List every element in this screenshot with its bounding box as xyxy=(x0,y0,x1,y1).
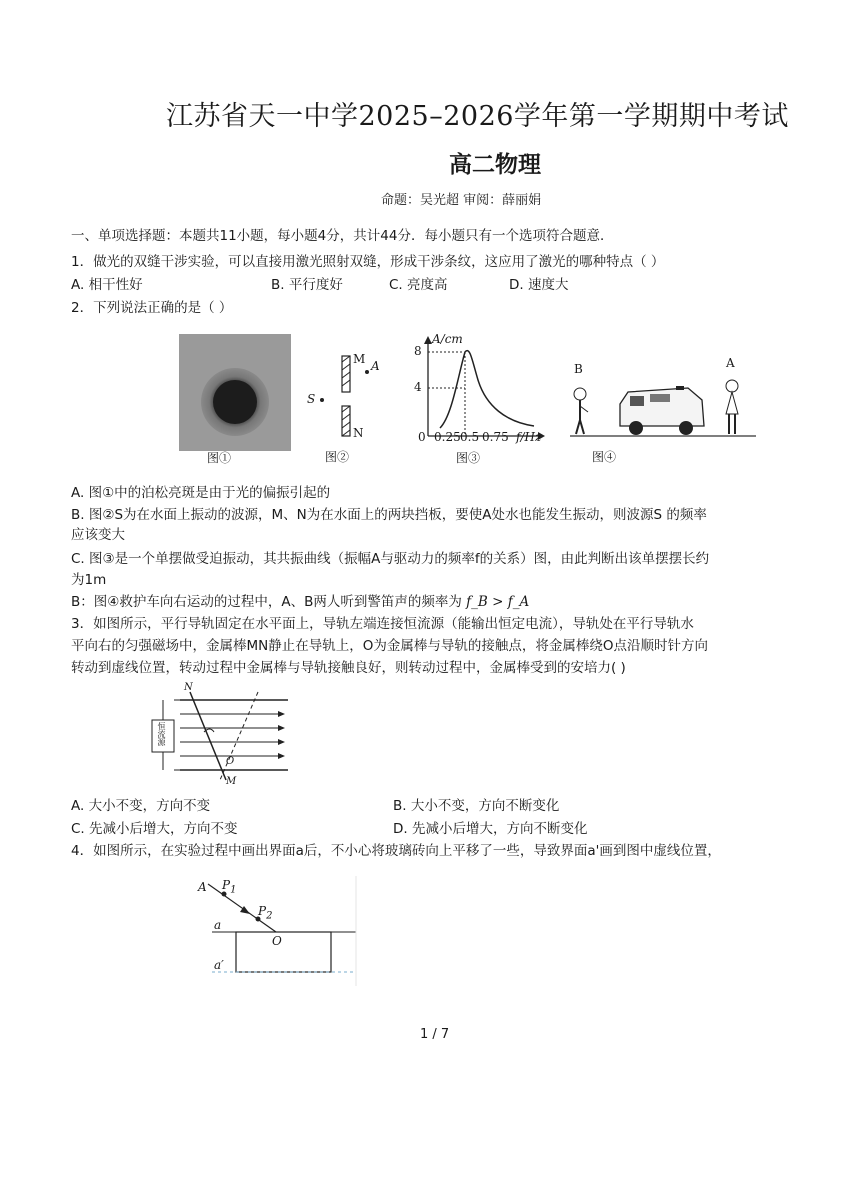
q3-option-b: B. 大小不变，方向不断变化 xyxy=(393,798,560,814)
q2-option-c-line2: 为1m xyxy=(71,572,107,588)
fig3-x-label: f/Hz xyxy=(516,430,542,444)
q4-label-a-point: A xyxy=(198,880,207,894)
poisson-spot-image xyxy=(179,334,291,464)
fig2-label-n: N xyxy=(353,426,364,440)
q4-label-a-prime: a′ xyxy=(214,958,224,972)
q2-option-c-line1: C. 图③是一个单摆做受迫振动，其共振曲线（振幅A与驱动力的频率f的关系）图，由此判断出该单摆摆长约 xyxy=(71,551,710,567)
fig1-caption: 图① xyxy=(207,451,232,465)
q3-stem-line3: 转动到虚线位置，转动过程中金属棒与导轨接触良好，则转动过程中，金属棒受到的安培力( ) xyxy=(71,660,626,676)
fig2-caption: 图② xyxy=(325,450,350,464)
exam-authors: 命题：吴光超 审阅：薛丽娟 xyxy=(381,193,542,208)
q3-option-c: C. 先减小后增大，方向不变 xyxy=(71,821,238,837)
exam-title: 江苏省天一中学2025–2026学年第一学期期中考试 xyxy=(166,101,789,132)
q3-figure xyxy=(148,682,298,788)
page-number: 1 / 7 xyxy=(420,1027,450,1042)
q1-option-b: B. 平行度好 xyxy=(271,277,343,293)
fig3-xtick-025: 0.25 xyxy=(434,430,461,444)
fig3-ytick-8: 8 xyxy=(414,344,422,358)
q4-label-o: O xyxy=(272,934,282,948)
q3-option-a: A. 大小不变，方向不变 xyxy=(71,798,211,814)
q3-label-o: O xyxy=(226,756,235,767)
q2-option-b-line1: B. 图②S为在水面上振动的波源，M、N为在水面上的两块挡板，要使A处水也能发生振动，则波源S 的频率 xyxy=(71,507,707,523)
fig2-label-m: M xyxy=(353,352,366,366)
q2-figure-2 xyxy=(305,350,385,464)
fig4-label-b: B xyxy=(574,362,583,376)
fig3-caption: 图③ xyxy=(456,451,481,465)
q2-figure-3 xyxy=(410,332,550,465)
q2-option-d-text: B：图④救护车向右运动的过程中，A、B两人听到警笛声的频率为 xyxy=(71,594,462,610)
q3-source-label: 恒流源 xyxy=(157,722,166,746)
fig2-label-a: A xyxy=(371,359,380,373)
q3-stem-line2: 平向右的匀强磁场中，金属棒MN静止在导轨上，O为金属棒与导轨的接触点，将金属棒绕O点沿顺时针方向 xyxy=(71,638,708,654)
q3-label-n: N xyxy=(184,682,193,693)
q1-option-a: A. 相干性好 xyxy=(71,277,143,293)
q2-option-d-formula: f_B > f_A xyxy=(466,594,530,610)
q3-stem-line1: 3．如图所示，平行导轨固定在水平面上，导轨左端连接恒流源（能输出恒定电流），导轨处在平行导轨水 xyxy=(71,616,694,632)
fig3-y-label: A/cm xyxy=(432,332,463,346)
exam-subtitle: 高二物理 xyxy=(449,151,541,178)
section-heading: 一、单项选择题：本题共11小题，每小题4分，共计44分．每小题只有一个选项符合题意． xyxy=(71,228,614,244)
q1-stem: 1．做光的双缝干涉实验，可以直接用激光照射双缝，形成干涉条纹，这应用了激光的哪种特点（ ） xyxy=(71,254,665,270)
q3-option-d: D. 先减小后增大，方向不断变化 xyxy=(393,821,588,837)
q2-figure-4 xyxy=(568,356,758,464)
fig3-ytick-4: 4 xyxy=(414,380,422,394)
q4-label-a: a xyxy=(214,918,222,932)
fig4-caption: 图④ xyxy=(592,450,617,464)
q4-stem: 4．如图所示，在实验过程中画出界面a后，不小心将玻璃砖向上平移了一些，导致界面a'画到图中虚线位置， xyxy=(71,843,721,859)
q4-label-p1: $P_1$ xyxy=(222,878,237,896)
q2-stem: 2．下列说法正确的是（ ） xyxy=(71,300,233,316)
q2-option-b-line2: 应该变大 xyxy=(71,527,125,543)
q1-option-c: C. 亮度高 xyxy=(389,277,448,293)
q3-label-m: M xyxy=(226,776,237,787)
q2-option-d xyxy=(71,591,529,613)
fig3-xtick-0: 0 xyxy=(418,430,426,444)
q4-label-p2: $P_2$ xyxy=(258,904,273,922)
fig3-xtick-075: 0.75 xyxy=(482,430,509,444)
fig2-label-s: S xyxy=(307,392,316,406)
q2-figure-1 xyxy=(179,334,291,464)
q2-option-a: A. 图①中的泊松亮斑是由于光的偏振引起的 xyxy=(71,485,331,501)
rail-magnet-diagram xyxy=(148,688,298,788)
fig3-xtick-05: 0.5 xyxy=(460,430,480,444)
q1-option-d: D. 速度大 xyxy=(509,277,569,293)
fig4-label-a: A xyxy=(726,356,735,370)
q4-figure xyxy=(194,876,364,986)
